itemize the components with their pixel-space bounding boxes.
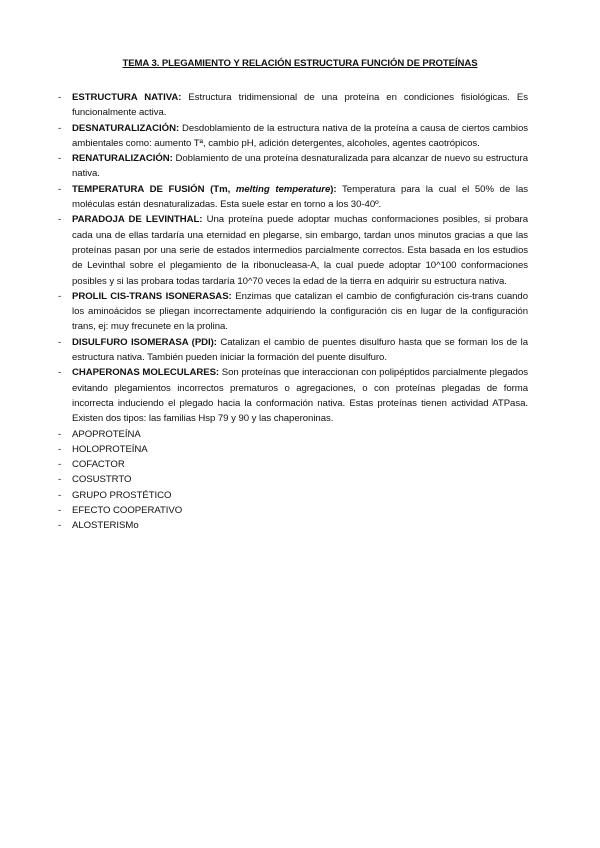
- term-definition: Estructura tridimensional de una proteína en condiciones fisiológicas. Es funcionalmente activa.: [72, 92, 528, 119]
- bullet-dash: -: [58, 153, 62, 165]
- document-title: TEMA 3. PLEGAMIENTO Y RELACIÓN ESTRUCTURA FUNCIÓN DE PROTEÍNAS: [122, 58, 478, 69]
- list-item: [58, 457, 528, 472]
- list-item: [58, 518, 528, 533]
- term-label: DESNATURALIZACIÓN:: [72, 122, 180, 134]
- list-item: [58, 121, 528, 152]
- glossary-term: APOPROTEÍNA: [72, 428, 141, 440]
- list-item: [58, 90, 528, 121]
- bullet-dash: -: [58, 183, 62, 195]
- term-definition: Catalizan el cambio de puentes disulfuro hasta que se forman los de la estructura nativa. También pueden iniciar la formación del puente disulfuro.: [72, 336, 528, 364]
- glossary-term: HOLOPROTEÍNA: [72, 443, 148, 455]
- list-item: [58, 427, 528, 442]
- term-label-prefix: TEMPERATURA DE FUSIÓN (Tm,: [72, 183, 236, 195]
- bullet-dash: -: [58, 489, 62, 501]
- term-definition: Son proteínas que interaccionan con polipéptidos parcialmente plegados evitando plegamientos incorrectos prematuros o agregaciones, o con proteínas plegadas de forma incorrecta induciendo el plegado hacia la conformación nativa. Estas proteínas tienen actividad ATPasa. Existen dos tipos: las familias Hsp 79 y 90 y las chaperoninas.: [72, 367, 528, 425]
- list-item: [58, 472, 528, 487]
- term-label-suffix: ):: [330, 183, 337, 195]
- list-item: [58, 365, 528, 426]
- glossary-term: COFACTOR: [72, 459, 125, 471]
- glossary-term: COSUSTRTO: [72, 474, 132, 486]
- list-item: [58, 289, 528, 335]
- bullet-dash: -: [58, 443, 62, 455]
- term-definition: Enzimas que catalizan el cambio de configfuración cis-trans cuando los aminoácidos se pliegan incorrectamente adquiriendo la configuración cis en lugar de la configuración trans, ej: muy frecunete en la prolina.: [72, 290, 528, 333]
- list-item: [58, 151, 528, 182]
- bullet-dash: -: [58, 122, 62, 134]
- glossary-term: ALOSTERISMo: [72, 520, 139, 532]
- list-item: [58, 212, 528, 288]
- term-label: PROLIL CIS-TRANS ISONERASAS:: [72, 290, 232, 302]
- bullet-dash: -: [58, 214, 62, 226]
- glossary-term: GRUPO PROSTÉTICO: [72, 489, 172, 501]
- bullet-dash: -: [58, 520, 62, 532]
- bullet-dash: -: [58, 428, 62, 440]
- bullet-dash: -: [58, 336, 62, 348]
- list-item: [58, 488, 528, 503]
- term-definition: Doblamiento de una proteína desnaturalizada para alcanzar de nuevo su estructura nativa.: [72, 153, 528, 180]
- definitions-list: [58, 90, 528, 534]
- term-label-italic: melting temperature: [235, 183, 331, 195]
- list-item: [58, 503, 528, 518]
- term-definition: Temperatura para la cual el 50% de las moléculas están desnaturalizadas. Esta suele estar en torno a los 30-40º.: [72, 183, 528, 211]
- term-definition: Desdoblamiento de la estructura nativa de la proteína a causa de ciertos cambios ambientales como: aumento Tª, cambio pH, adición detergentes, alcoholes, agentes caotrópicos.: [72, 122, 528, 149]
- glossary-term: EFECTO COOPERATIVO: [72, 505, 183, 517]
- term-label: PARADOJA DE LEVINTHAL:: [72, 214, 203, 226]
- bullet-dash: -: [58, 459, 62, 471]
- bullet-dash: -: [58, 474, 62, 486]
- term-definition: Una proteína puede adoptar muchas conformaciones posibles, si probara cada una de ellas tardaría una eternidad en plegarse, sin embargo, tardan unos minutos gracias a que las proteínas pasan por una serie de estados intermedios parcialmente correctos. Esta basada en los estudios de Levinthal sobre el plegamiento de la ribonucleasa-A, la cual puede adoptar 10^100 conformaciones posibles y si las probara todas tardaría 10^70 veces la edad de la tierra en adquirir su estructura nativa.: [72, 214, 528, 287]
- term-label: ESTRUCTURA NATIVA:: [72, 92, 182, 103]
- bullet-dash: -: [58, 92, 62, 103]
- term-label: CHAPERONAS MOLECULARES:: [72, 367, 220, 379]
- bullet-dash: -: [58, 505, 62, 517]
- term-label: [72, 184, 337, 195]
- list-item: [58, 442, 528, 457]
- bullet-dash: -: [58, 290, 62, 302]
- bullet-dash: -: [58, 367, 62, 379]
- list-item: [58, 335, 528, 366]
- list-item: [58, 182, 528, 213]
- term-label: RENATURALIZACIÓN:: [72, 153, 173, 165]
- term-label: DISULFURO ISOMERASA (PDI):: [72, 336, 217, 348]
